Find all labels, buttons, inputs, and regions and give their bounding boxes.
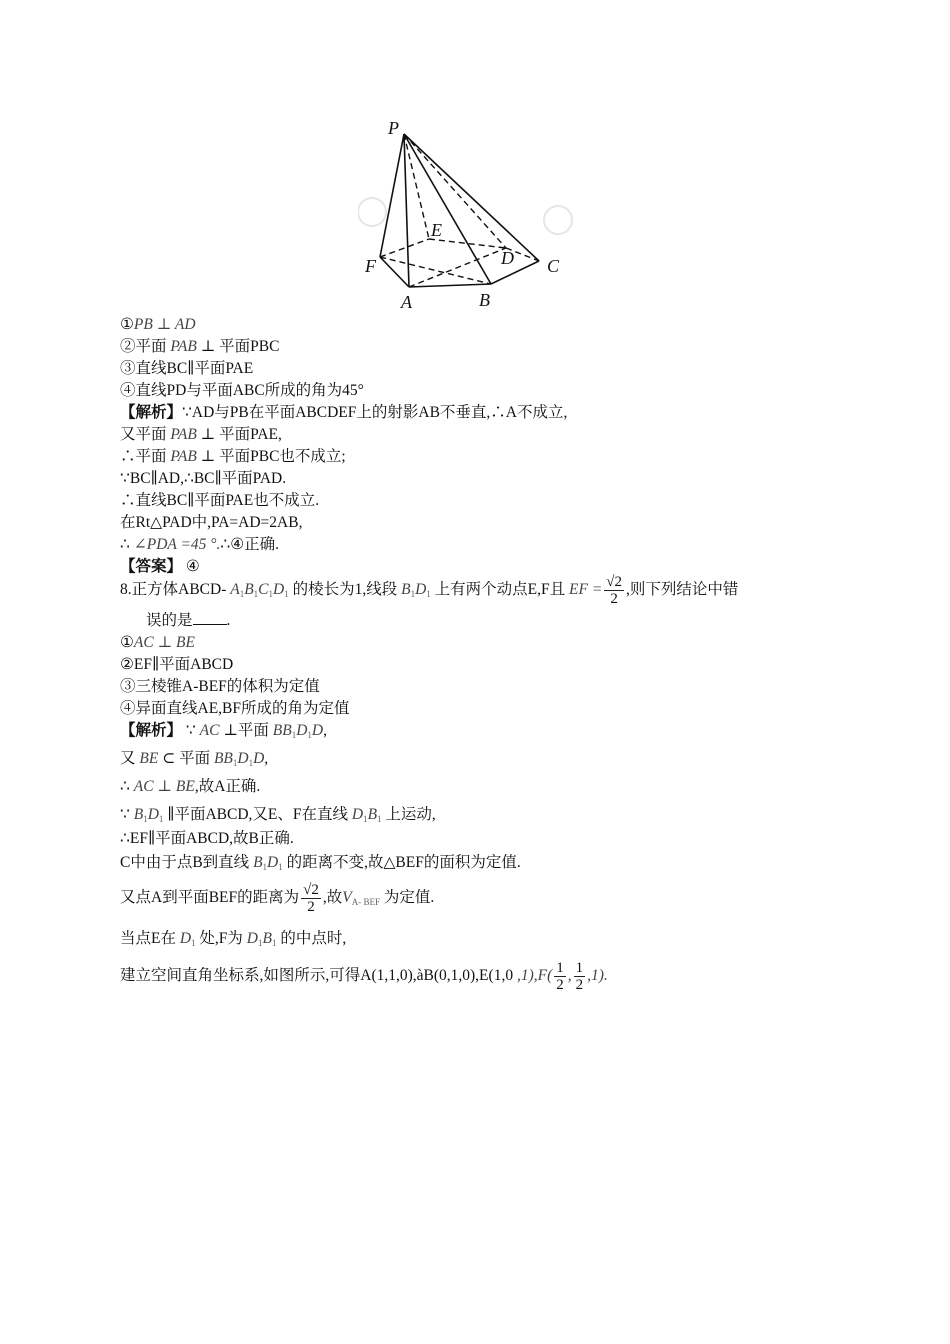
opt-post: ⊥ 平面PBC: [196, 338, 280, 355]
text: ∴: [120, 536, 134, 553]
text: ,: [323, 722, 327, 739]
text: 上运动,: [381, 806, 436, 823]
q7-option-2: [120, 336, 279, 358]
numerator: √2: [606, 574, 623, 590]
q7-analysis-line-5: ∴直线BC∥平面PAE也不成立.: [120, 492, 320, 509]
text: 建立空间直角坐标系,如图所示,可得A(1,1,0),àB(0,1,0),E(1,0: [120, 967, 517, 985]
a1b1c1d1: $A_1B_1C_1D_1$: [230, 581, 289, 600]
text: 8.正方体ABCD-: [120, 581, 227, 599]
math: EF: [569, 581, 588, 599]
q8-option-4: ④异面直线AE,BF所成的角为定值: [120, 700, 350, 717]
q8-analysis-line-4: [120, 804, 436, 830]
text: 处,F为: [195, 930, 247, 947]
answer-value: ④: [185, 558, 200, 575]
opt-math: PAB: [170, 338, 197, 355]
opt-num: ①: [120, 316, 134, 333]
q8-option-1: [120, 632, 195, 654]
math: AC ⊥ BE: [133, 778, 195, 795]
text: ,故A正确.: [194, 778, 261, 795]
text: ∴: [120, 778, 134, 795]
b1d1: $B_1D_1$: [133, 806, 164, 824]
math: =45 °.: [176, 536, 221, 553]
q8-analysis-line-5: ∴EF∥平面ABCD,故B正确.: [120, 830, 294, 847]
math: PAB: [170, 426, 197, 443]
text: ∵: [182, 722, 200, 739]
q7-option-3: ③直线BC∥平面PAE: [120, 360, 254, 377]
math: F: [537, 967, 548, 985]
q8-analysis-line-6: [120, 852, 521, 878]
text: ,故: [322, 889, 343, 907]
text: 为定值.: [379, 889, 435, 907]
text: ∴④正确.: [220, 536, 280, 553]
label-e: E: [431, 220, 442, 240]
denominator: 2: [307, 899, 315, 915]
d1b1: $D_1B_1$: [246, 930, 277, 948]
analysis-label: 【解析】: [120, 404, 183, 421]
label-b: B: [479, 290, 490, 310]
label-d: D: [501, 248, 514, 268]
q7-analysis-line-4: ∵BC∥AD,∴BC∥平面PAD.: [120, 470, 287, 487]
bb1d1d: $BB_1D_1D$: [213, 750, 265, 768]
text: ∵: [120, 806, 134, 823]
text: 又点A到平面BEF的距离为: [120, 889, 300, 907]
opt-pre: 平面: [135, 338, 171, 355]
text: 的中点时,: [276, 930, 347, 947]
opt-num: ②: [120, 338, 136, 355]
label-a: A: [401, 292, 412, 312]
q8-stem-line-2: [146, 610, 230, 632]
math: BE: [139, 750, 159, 767]
math: ∠PDA: [133, 536, 177, 553]
text: .: [226, 612, 231, 629]
analysis-label: 【解析】: [120, 722, 183, 739]
text: ⊥ 平面PBC也不成立;: [196, 448, 346, 465]
q7-analysis-line-7: [120, 534, 279, 556]
text: 的棱长为1,线段: [292, 581, 398, 599]
q7-analysis-line-6: 在Rt△PAD中,PA=AD=2AB,: [120, 514, 303, 531]
denominator: 2: [556, 977, 564, 993]
denominator: 2: [610, 591, 618, 607]
math: AC: [199, 722, 220, 739]
text: 当点E在: [120, 930, 180, 947]
math: ,1).: [587, 967, 608, 985]
q8-analysis-line-8: [120, 928, 346, 954]
q7-option-4: ④直线PD与平面ABC所成的角为45°: [120, 382, 364, 399]
text: ⊥平面: [219, 722, 273, 739]
math: =: [591, 581, 603, 599]
fraction-half: [554, 960, 566, 993]
text: 又平面: [120, 426, 171, 443]
bb1d1d: $BB_1D_1D$: [272, 722, 324, 740]
q8-option-3: ③三棱锥A-BEF的体积为定值: [120, 678, 320, 695]
d1b1: $D_1B_1$: [351, 806, 382, 824]
text: ⊥ 平面PAE,: [196, 426, 282, 443]
q8-option-2: ②EF∥平面ABCD: [120, 656, 234, 673]
numerator: 1: [556, 960, 564, 976]
q8-analysis-line-7: [120, 882, 434, 915]
text: ,则下列结论中错: [626, 581, 739, 599]
text: 上有两个动点E,F且: [434, 581, 566, 599]
label-c: C: [547, 256, 560, 276]
opt-math: AC ⊥ BE: [133, 634, 195, 651]
q8-analysis-line-1: [120, 720, 327, 746]
q8-stem-line-1: [120, 574, 738, 607]
text: 又: [120, 750, 140, 767]
label-f: F: [365, 256, 376, 276]
opt-num: ①: [120, 634, 134, 651]
fraction-sqrt2-over-2: [301, 882, 321, 915]
math: V: [342, 889, 352, 907]
fraction-half: [574, 960, 586, 993]
text: C中由于点B到直线: [120, 854, 254, 871]
opt-math: PB ⊥ AD: [133, 316, 196, 333]
text: ,: [264, 750, 269, 767]
text: 的距离不变,故△BEF的面积为定值.: [282, 854, 521, 871]
math: PAB: [170, 448, 197, 465]
b1d1: $B_1D_1$: [401, 581, 431, 600]
pyramid-figure: [358, 112, 574, 318]
answer-blank: [193, 610, 227, 625]
q8-analysis-line-3: [120, 776, 260, 798]
q7-analysis-line-1: [120, 402, 567, 424]
numerator: √2: [303, 882, 319, 898]
q8-analysis-line-9: 建立空间直角坐标系,如图所示,可得A(1,1,0),àB(0,1,0),E(1,0 ,1),F( $\frac{1}{2}$ , $\frac{1}{2}$ ,1).: [120, 960, 608, 993]
q7-analysis-line-3: [120, 446, 346, 468]
subscript: A- BEF: [351, 897, 380, 908]
math: ,1),: [516, 967, 538, 985]
denominator: 2: [575, 977, 584, 993]
d1: $D_1$: [179, 930, 196, 948]
q7-analysis-line-2: [120, 424, 282, 446]
label-p: P: [388, 118, 399, 138]
analysis-text: ∵AD与PB在平面ABCDEF上的射影AB不垂直,∴A不成立,: [182, 404, 568, 421]
b1d1: $B_1D_1$: [253, 854, 283, 872]
q7-option-1: [120, 314, 196, 336]
fraction-sqrt2-over-2: [604, 574, 624, 607]
answer-label: 【答案】: [120, 558, 183, 575]
text: ⊂ 平面: [158, 750, 214, 767]
numerator: 1: [575, 960, 584, 976]
q8-analysis-line-2: [120, 748, 268, 774]
text: ∴平面: [120, 448, 171, 465]
text: 误的是: [146, 612, 193, 629]
text: ∥平面ABCD,又E、F在直线: [163, 806, 352, 823]
